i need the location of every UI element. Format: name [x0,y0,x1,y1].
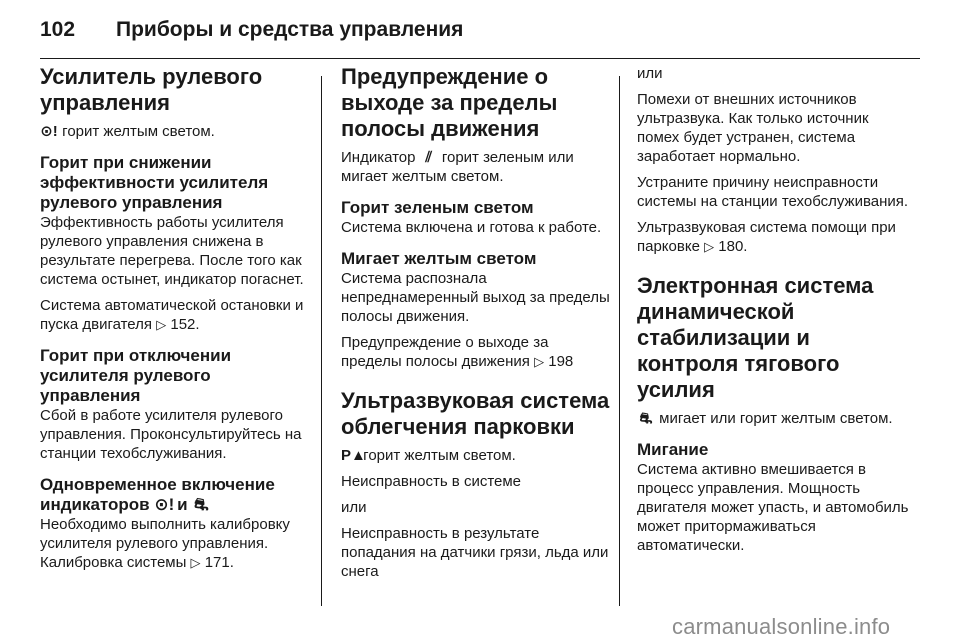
reference-arrow-icon: ▷ [704,239,715,254]
column-3 [637,64,909,562]
section-heading: Электронная система динамической стабилизации и контроля тягового усилия [637,273,874,402]
paragraph: Неисправность в результате попадания на датчики грязи, льда или снега [341,525,609,580]
paragraph: ⛐ мигает или горит желтым светом. [637,409,909,428]
paragraph: Предупреждение о выходе за пределы полосы движения ▷ 198 [341,334,574,370]
subsection-heading: Мигает желтым светом [341,249,537,268]
section-heading: Ультразвуковая система облегчения парковки [341,388,610,439]
paragraph: Индикатор ⫽ горит зеленым или мигает желтым светом. [341,149,574,185]
subsection-heading: Горит зеленым светом [341,198,534,217]
column-2 [341,64,613,588]
reference-arrow-icon: ▷ [534,354,545,369]
page-reference: 171. [204,554,234,571]
paragraph: Эффективность работы усилителя рулевого управления снижена в результате перегрева. После того как система остынет, индикатор погаснет. [40,214,304,288]
reference-arrow-icon: ▷ [190,555,201,570]
column-1 [40,64,312,579]
paragraph: ⊙! горит желтым светом. [40,123,215,140]
reference-arrow-icon: ▷ [156,317,167,332]
section-heading: Предупреждение о выходе за пределы полосы движения [341,64,558,141]
subsection-heading: Одновременное включение индикаторов ⊙! и ⛐ [40,475,275,514]
page-reference: 152. [170,316,200,333]
esc-skid-icon: ⛐ [193,495,209,514]
header-rule [40,58,920,59]
subsection-heading: Мигание [637,440,709,459]
steering-warning-icon: ⊙! [154,495,175,514]
lane-departure-icon: ⫽ [425,149,433,166]
chapter-title: Приборы и средства управления [116,18,464,41]
paragraph: Система активно вмешивается в процесс управления. Мощность двигателя может упасть, и автомобиль может притормаживаться автоматически. [637,461,909,554]
paragraph: Система распознала непреднамеренный выход за пределы полосы движения. [341,270,610,325]
paragraph: P▲ горит желтым светом. [341,447,516,464]
paragraph: Система автоматической остановки и пуска двигателя ▷ 152. [40,297,304,333]
paragraph: Необходимо выполнить калибровку усилителя рулевого управления. Калибровка системы ▷ 171. [40,516,290,571]
paragraph: Устраните причину неисправности системы на станции техобслуживания. [637,174,909,210]
section-heading: Усилитель рулевого управления [40,64,263,115]
esc-skid-icon: ⛐ [639,410,653,427]
column-divider [321,76,322,606]
page-number: 102 [40,18,76,41]
watermark: carmanualsonline.info [672,614,891,639]
paragraph: Сбой в работе усилителя рулевого управления. Проконсультируйтесь на станции техобслуживания. [40,407,302,462]
paragraph: Система включена и готова к работе. [341,219,602,236]
subsection-heading: Горит при отключении усилителя рулевого управления [40,346,232,405]
paragraph: Ультразвуковая система помощи при парковке ▷ 180. [637,219,896,255]
subsection-heading: Горит при снижении эффективности усилителя рулевого управления [40,153,269,212]
steering-warning-icon: ⊙! [40,123,58,140]
paragraph: Неисправность в системе [341,473,522,490]
column-divider [619,76,620,606]
paragraph: или [637,65,663,82]
page-header [40,10,920,50]
paragraph: или [341,499,367,516]
page-reference: 180. [718,238,748,255]
paragraph: Помехи от внешних источников ультразвука. Как только источник помех будет устранен, система заработает нормально. [637,91,869,165]
page-reference: 198 [548,353,574,370]
parking-assist-icon: P▲ [341,447,366,464]
